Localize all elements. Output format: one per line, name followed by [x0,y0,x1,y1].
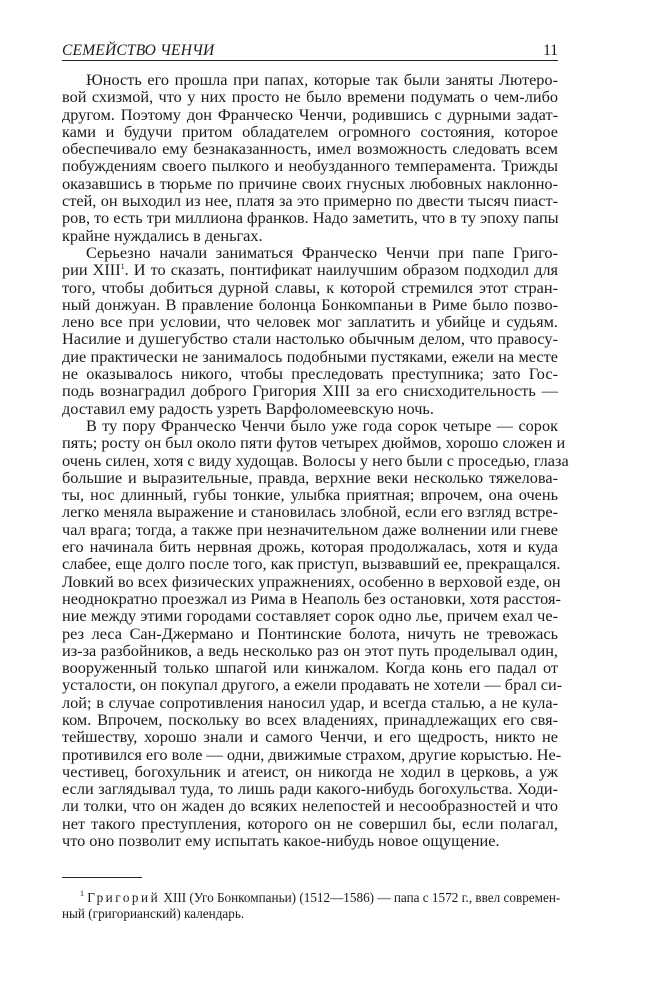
text-line: ты, нос длинный, губы тонкие, улыбка приятная; впрочем, она очень [62,485,558,505]
footnote-name: Григорий [87,890,161,905]
paragraph [62,415,569,851]
page-number: 11 [543,42,558,59]
text-line: того, чтобы добиться дурной славы, к которой стремился этот стран- [62,277,558,297]
text-line: крайне нуждались в деньгах. [62,225,263,245]
text-line: ли толки, что он жаден до всяких нелепостей и несообразностей и что [62,796,558,816]
text-line: если заглядывал туда, то лишь ради какого-нибудь богохульства. Ходи- [62,779,558,799]
text-line: что оно позволит ему испытать какое-нибудь новое ощущение. [62,831,500,851]
paragraph [62,244,558,417]
text-line: из-за разбойников, а ведь несколько раз он этот путь проделывал один, [62,640,558,660]
footnote-line: ный (григорианский) календарь. [62,906,245,921]
running-header [62,40,558,61]
text-line: ком. Впрочем, поскольку во всех владениях, принадлежащих его свя- [62,709,558,729]
footnote-marker: 1 [80,889,84,898]
text-line: чал врага; тогда, а также при незначительном даже волнении или гневе [62,519,558,539]
text-line: большие и выразительные, правда, верхние веки несколько тяжелова- [62,467,558,487]
footnote-line [62,889,561,906]
text-line: ный донжуан. В правление болонца Бонкомпаньи в Риме было позво- [62,294,558,314]
text-line: тейшеству, хорошо знали и самого Ченчи, и его щедрость, никто не [62,727,558,747]
text-line: ров, то есть три миллиона франков. Надо заметить, что в ту эпоху папы [62,208,559,228]
text-line: ние между этими городами составляет сорок одно лье, причем ехал че- [62,606,558,626]
text-line: В ту пору Франческо Ченчи было уже года сорок четыре — сорок [86,415,558,435]
text-line: оказавшись в тюрьме по причине своих гнусных любовных наклонно- [62,173,558,193]
text-line: не оказывалось никого, чтобы преследовать преступника; зато Гос- [62,364,558,384]
text-line: рез леса Сан-Джермано и Понтинские болота, ничуть не тревожась [62,623,558,643]
text-line: неоднократно проезжал из Рима в Неаполь без остановки, хотя расстоя- [62,588,561,608]
text-line: честивец, богохульник и атеист, он никогда не ходил в церковь, а уж [62,761,558,781]
text-line: очень силен, хотя с виду худощав. Волосы у него были с проседью, глаза [62,450,569,470]
footnote-reference[interactable]: 1 [120,262,125,272]
text-line: нет такого преступления, которого он не совершил бы, если полагал, [62,813,558,833]
text-line: противился его воле — одни, движимые страхом, другие корыстью. Не- [62,744,562,764]
running-title: СЕМЕЙСТВО ЧЕНЧИ [62,42,215,59]
text-line: усталости, он покупал другого, а ежели продавать не хотели — брал си- [62,675,563,695]
footnote [62,889,561,922]
text-line: стей, он выходил из нее, платя за это примерно по двести тысяч пиаст- [62,191,558,211]
main-text [62,70,569,851]
text-line: его начинала бить нервная дрожь, которая продолжалась, хотя и куда [62,537,558,557]
text-line: Юность его прошла при папах, которые так были заняты Лютеро- [86,70,558,89]
text-line: вой схизмой, что у них просто не было времени подумать о чем-либо [62,87,558,107]
text-line: рии XIII$^1$. И то сказать, понтификат наилучшим образом подходил для [62,260,558,280]
text-line: Ловкий во всех физических упражнениях, особенно в верховой езде, он [62,571,561,591]
text-line: лено все при условии, что человек мог заплатить и убийце и судьям. [62,312,558,332]
text-line: легко меняла выражение и становилась злобной, если его взгляд встре- [62,502,558,522]
text-line: Серьезно начали заниматься Франческо Ченчи при папе Григо- [86,242,558,262]
text-line: подь вознаградил доброго Григория XIII за его снисходительность — [62,381,558,401]
text-line: побуждениям своего пылкого и необузданного темперамента. Трижды [62,156,558,176]
text-line: обеспечивало ему безнаказанность, имел возможность следовать всем [62,139,558,159]
text-line: пять; росту он был около пяти футов четырех дюймов, хорошо сложен и [62,433,566,453]
text-line: Насилие и душегубство стали настолько обычным делом, что правосу- [62,329,558,349]
footnote-divider [62,877,142,878]
text-line: дие практически не занималось подобными пустяками, ежели на месте [62,346,558,366]
text-line: другом. Поэтому дон Франческо Ченчи, родившись с дурными задат- [62,104,558,124]
text-line: доставил ему радость узреть Варфоломеевскую ночь. [62,398,434,418]
paragraph [62,71,558,244]
text-line: вооруженный только шпагой или кинжалом. Когда конь его падал от [62,658,558,678]
text-line: слабее, еще долго после того, как приступ, вызвавший ее, прекращался. [62,554,561,574]
text-line: ками и будучи притом обладателем огромного состояния, которое [62,121,558,141]
footnote-text: XIII (Уго Бонкомпаньи) (1512—1586) — папа с 1572 г., ввел современ- [160,890,561,905]
text-line: лой; в случае сопротивления наносил удар, и всегда сталью, а не кула- [62,692,558,712]
